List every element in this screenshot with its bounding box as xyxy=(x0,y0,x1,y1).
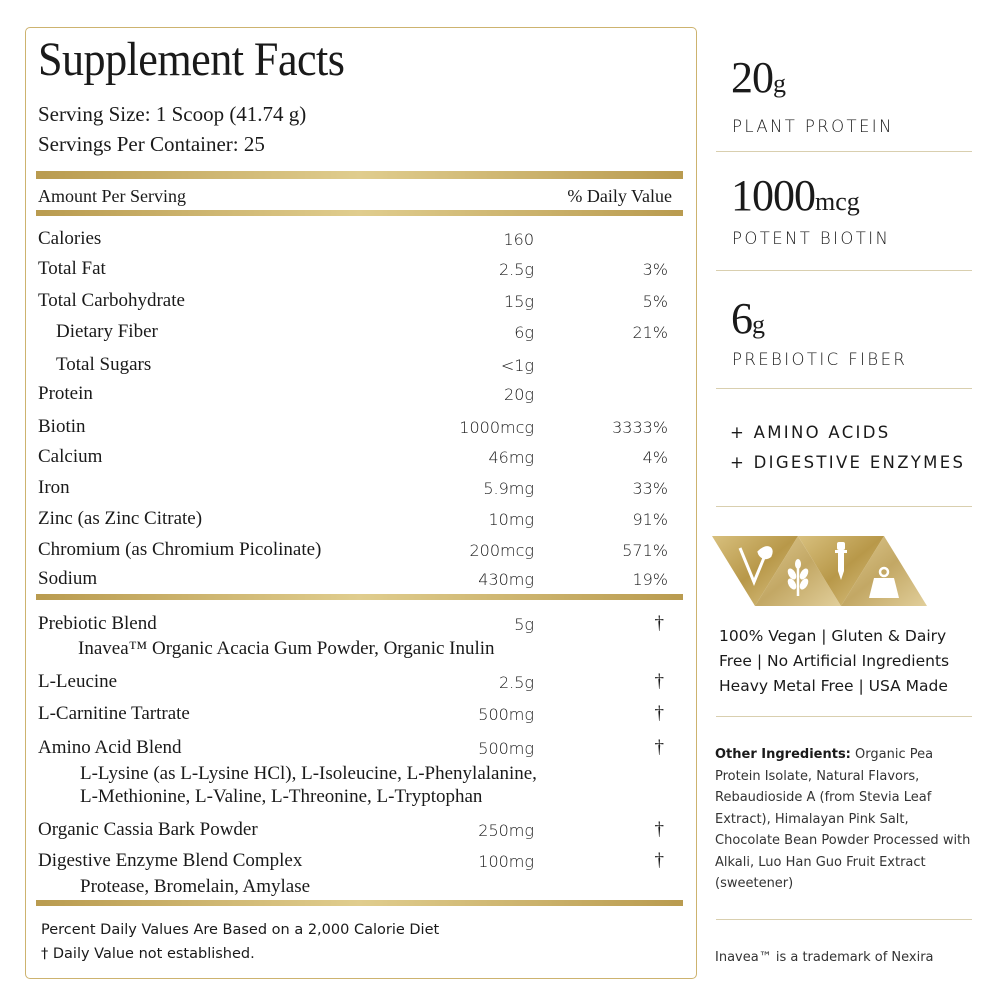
extra-digestive-enzymes: + DIGESTIVE ENZYMES xyxy=(730,453,966,472)
nutrient-row xyxy=(0,477,700,503)
nutrient-row xyxy=(0,228,700,254)
amount-per-serving-header: Amount Per Serving xyxy=(38,186,186,206)
divider-line xyxy=(716,151,972,152)
nutrient-row xyxy=(0,321,700,347)
nutrient-amount: 5.9mg xyxy=(483,479,534,498)
blend-name: Prebiotic Blend xyxy=(38,613,157,634)
blend-row xyxy=(0,613,700,639)
blend-ingredients: L-Lysine (as L-Lysine HCl), L-Isoleucine, L-Phenylalanine, xyxy=(80,763,537,784)
nutrient-row xyxy=(0,290,700,316)
blend-row xyxy=(0,671,700,697)
nutrient-name: Dietary Fiber xyxy=(56,321,158,342)
nutrient-row xyxy=(0,383,700,409)
blend-dagger: † xyxy=(654,850,664,871)
nutrient-name: Protein xyxy=(38,383,93,404)
nutrient-name: Calcium xyxy=(38,446,103,467)
extra-amino-acids: + AMINO ACIDS xyxy=(730,423,891,442)
nutrient-amount: 10mg xyxy=(488,510,534,529)
nutrient-amount: 20g xyxy=(504,385,534,404)
nutrient-name: Biotin xyxy=(38,416,86,437)
divider-bar xyxy=(36,594,683,600)
blend-dagger: † xyxy=(654,703,664,724)
nutrient-row xyxy=(0,568,700,594)
nutrient-amount: 15g xyxy=(504,292,534,311)
nutrient-daily-value: 3% xyxy=(642,260,668,279)
nutrient-daily-value: 33% xyxy=(632,479,668,498)
nutrient-name: Total Fat xyxy=(38,258,106,279)
blend-dagger: † xyxy=(654,737,664,758)
nutrient-amount: 2.5g xyxy=(498,260,534,279)
nutrient-name: Iron xyxy=(38,477,70,498)
highlight-fiber-value: 6g xyxy=(731,294,765,343)
blend-row xyxy=(0,819,700,845)
blend-ingredients: Protease, Bromelain, Amylase xyxy=(80,876,311,897)
blend-amount: 500mg xyxy=(478,705,534,724)
highlight-fiber-label: PREBIOTIC FIBER xyxy=(732,350,908,369)
nutrient-amount: 6g xyxy=(514,323,534,342)
blend-amount: 5g xyxy=(514,615,534,634)
nutrient-row xyxy=(0,258,700,284)
blend-amount: 500mg xyxy=(478,739,534,758)
badge-strip xyxy=(712,534,970,608)
claim-line: Heavy Metal Free | USA Made xyxy=(719,677,948,695)
nutrient-daily-value: 571% xyxy=(622,541,668,560)
blend-dagger: † xyxy=(654,613,664,634)
divider-bar xyxy=(36,210,683,216)
nutrient-amount: <1g xyxy=(500,356,534,375)
blend-name: Amino Acid Blend xyxy=(38,737,182,758)
blend-name: Organic Cassia Bark Powder xyxy=(38,819,258,840)
nutrient-daily-value: 19% xyxy=(632,570,668,589)
nutrient-name: Total Sugars xyxy=(56,354,152,375)
nutrient-row xyxy=(0,446,700,472)
nutrient-name: Zinc (as Zinc Citrate) xyxy=(38,508,203,529)
divider-line xyxy=(716,716,972,717)
footnote-daily-values: Percent Daily Values Are Based on a 2,000 Calorie Diet xyxy=(41,922,440,938)
divider-bar xyxy=(36,171,683,179)
nutrient-daily-value: 21% xyxy=(632,323,668,342)
product-claims xyxy=(719,624,979,699)
facts-title: Supplement Facts xyxy=(38,33,345,86)
divider-bar xyxy=(36,900,683,906)
nutrient-name: Sodium xyxy=(38,568,98,589)
blend-amount: 250mg xyxy=(478,821,534,840)
highlight-protein-label: PLANT PROTEIN xyxy=(732,117,894,136)
blend-row xyxy=(0,737,700,763)
blend-name: L-Leucine xyxy=(38,671,118,692)
blend-ingredients: L-Methionine, L-Valine, L-Threonine, L-Tryptophan xyxy=(80,786,483,807)
nutrient-row xyxy=(0,416,700,442)
nutrient-row xyxy=(0,539,700,565)
divider-line xyxy=(716,506,972,507)
blend-row xyxy=(0,850,700,876)
blend-dagger: † xyxy=(654,671,664,692)
nutrient-amount: 200mcg xyxy=(469,541,534,560)
highlight-protein-value: 20g xyxy=(731,53,786,102)
nutrient-amount: 46mg xyxy=(488,448,534,467)
nutrient-name: Calories xyxy=(38,228,102,249)
nutrient-amount: 1000mcg xyxy=(459,418,534,437)
claim-line: Free | No Artificial Ingredients xyxy=(719,652,950,670)
nutrient-amount: 430mg xyxy=(478,570,534,589)
other-ingredients xyxy=(715,744,977,895)
blend-ingredients: Inavea™ Organic Acacia Gum Powder, Organic Inulin xyxy=(78,638,495,659)
blend-name: Digestive Enzyme Blend Complex xyxy=(38,850,303,871)
nutrient-daily-value: 91% xyxy=(632,510,668,529)
blend-amount: 2.5g xyxy=(498,673,534,692)
blend-dagger: † xyxy=(654,819,664,840)
footnote-dagger: † Daily Value not established. xyxy=(41,946,255,962)
nutrient-daily-value: 5% xyxy=(642,292,668,311)
nutrient-row xyxy=(0,508,700,534)
blend-name: L-Carnitine Tartrate xyxy=(38,703,190,724)
servings-per-container: Servings Per Container: 25 xyxy=(38,132,265,156)
highlight-biotin-label: POTENT BIOTIN xyxy=(732,229,891,248)
blend-row xyxy=(0,703,700,729)
divider-line xyxy=(716,919,972,920)
nutrient-name: Total Carbohydrate xyxy=(38,290,185,311)
divider-line xyxy=(716,388,972,389)
other-ingredients-label: Other Ingredients: xyxy=(715,747,851,762)
serving-size: Serving Size: 1 Scoop (41.74 g) xyxy=(38,102,307,126)
nutrient-daily-value: 3333% xyxy=(612,418,668,437)
other-ingredients-text: Organic Pea Protein Isolate, Natural Flavors, Rebaudioside A (from Stevia Leaf Extract), Himalayan Pink Salt, Chocolate Bean Powder Processed with Alkali, Luo Han Guo Fruit Extract (sweetener) xyxy=(715,747,971,891)
nutrient-daily-value: 4% xyxy=(642,448,668,467)
claim-line: 100% Vegan | Gluten & Dairy xyxy=(719,627,947,645)
highlight-biotin-value: 1000mcg xyxy=(731,171,860,220)
daily-value-header: % Daily Value xyxy=(567,186,672,206)
nutrient-name: Chromium (as Chromium Picolinate) xyxy=(38,539,322,560)
nutrient-amount: 160 xyxy=(503,230,534,249)
nutrient-row xyxy=(0,354,700,380)
blend-amount: 100mg xyxy=(478,852,534,871)
divider-line xyxy=(716,270,972,271)
trademark-note: Inavea™ is a trademark of Nexira xyxy=(715,950,934,965)
